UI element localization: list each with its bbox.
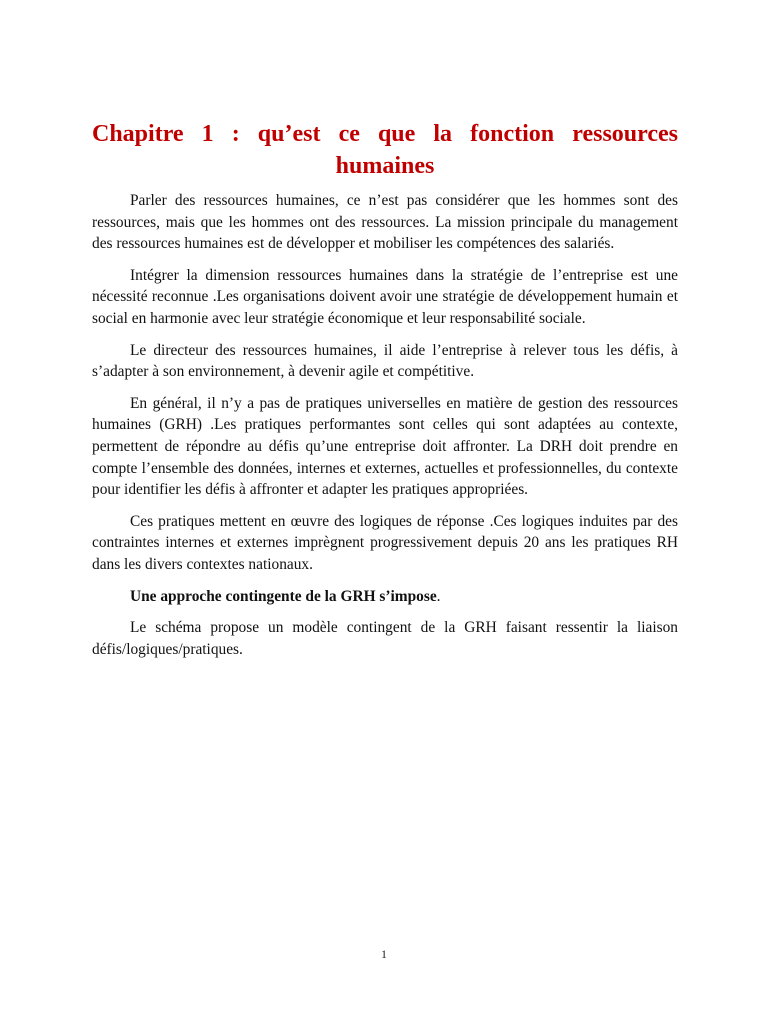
bold-statement-suffix: .: [436, 587, 441, 605]
paragraph-1: Parler des ressources humaines, ce n’est pas considérer que les hommes sont des ressources, mais que les hommes ont des ressources. La mission principale du management des ressources humaines est de développer et mobiliser les compétences des salariés.: [92, 192, 678, 253]
chapter-title: Chapitre 1 : qu’est ce que la fonction ressources humaines: [92, 121, 678, 179]
page-number: 1: [381, 947, 387, 961]
page-content: [92, 118, 678, 670]
bold-statement: Une approche contingente de la GRH s’impose: [130, 587, 437, 605]
paragraph-3: Le directeur des ressources humaines, il aide l’entreprise à relever tous les défis, à s’adapter à son environnement, à devenir agile et compétitive.: [92, 341, 678, 381]
paragraph-4: En général, il n’y a pas de pratiques universelles en matière de gestion des ressources humaines (GRH) .Les pratiques performantes sont celles qui sont adaptées au contexte, permettent de répondre au défis qu’une entreprise doit affronter. La DRH doit prendre en compte l’ensemble des données, internes et externes, actuelles et professionnelles, du contexte pour identifier les défis à affronter et adapter les pratiques appropriées.: [92, 394, 678, 499]
paragraph-2: Intégrer la dimension ressources humaines dans la stratégie de l’entreprise est une nécessité reconnue .Les organisations doivent avoir une stratégie de développement humain et social en harmonie avec leur stratégie économique et leur responsabilité sociale.: [92, 266, 678, 327]
bold-statement-paragraph: [92, 586, 678, 608]
paragraph-5: Ces pratiques mettent en œuvre des logiques de réponse .Ces logiques induites par des contraintes internes et externes imprègnent progressivement depuis 20 ans les pratiques RH dans les divers contextes nationaux.: [92, 512, 678, 573]
closing-paragraph: Le schéma propose un modèle contingent de la GRH faisant ressentir la liaison défis/logiques/pratiques.: [92, 619, 678, 658]
